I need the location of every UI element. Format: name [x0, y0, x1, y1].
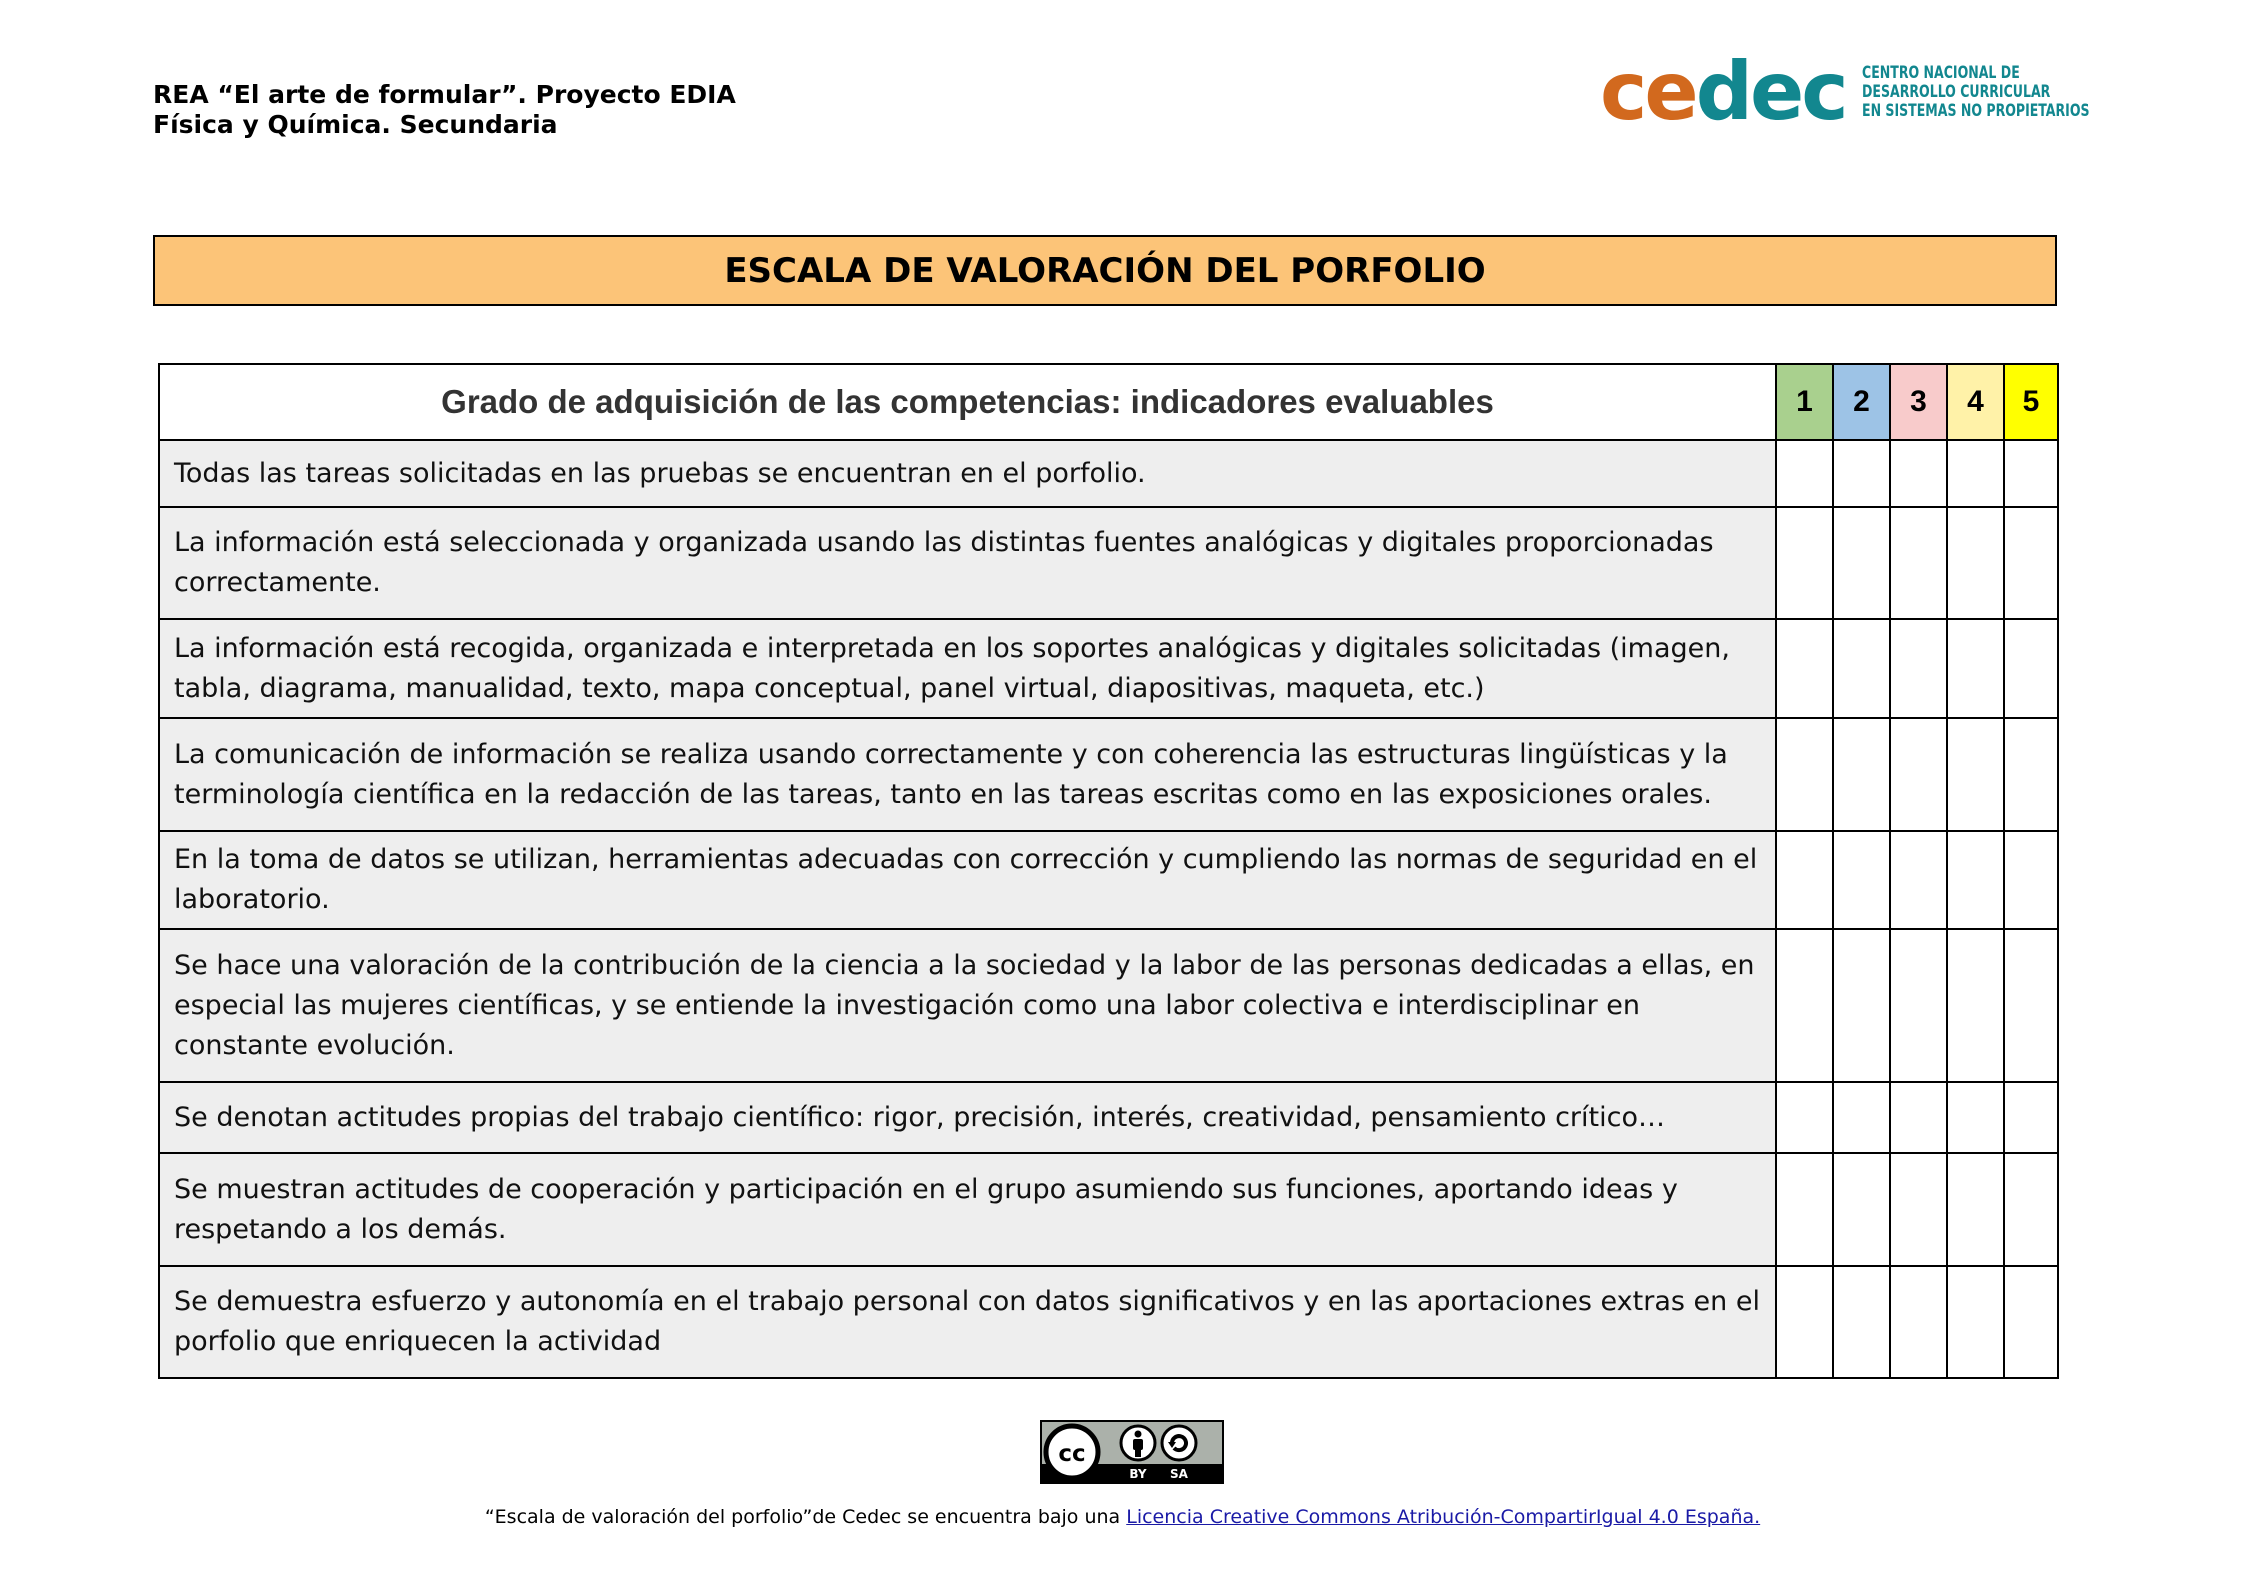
criterion-text: La información está seleccionada y organizada usando las distintas fuentes analógicas y digitales proporcionadas correctamente. [159, 507, 1776, 619]
criterion-text: Se demuestra esfuerzo y autonomía en el trabajo personal con datos significativos y en las aportaciones extras en el porfolio que enriquecen la actividad [159, 1266, 1776, 1378]
logo-sub-line-2: DESARROLLO CURRICULAR [1861, 81, 2050, 102]
score-cell-1[interactable] [1776, 718, 1833, 831]
score-cell-5[interactable] [2004, 1082, 2058, 1153]
criterion-row [159, 831, 2058, 929]
criterion-row [159, 1266, 2058, 1378]
score-cell-4[interactable] [1947, 619, 2004, 718]
criterion-text: Se muestran actitudes de cooperación y participación en el grupo asumiendo sus funciones, aportando ideas y respetando a los demás. [159, 1153, 1776, 1266]
page-title: ESCALA DE VALORACIÓN DEL PORFOLIO [724, 250, 1486, 291]
score-cell-4[interactable] [1947, 507, 2004, 619]
criterion-row [159, 1153, 2058, 1266]
score-cell-4[interactable] [1947, 1082, 2004, 1153]
score-cell-2[interactable] [1833, 1266, 1890, 1378]
criterion-text: Se denotan actitudes propias del trabajo científico: rigor, precisión, interés, creatividad, pensamiento crítico… [159, 1082, 1776, 1153]
license-text: “Escala de valoración del porfolio”de Cedec se encuentra bajo una [484, 1506, 1127, 1528]
cc-badge-text: cc [1058, 1441, 1086, 1467]
rubric-heading: Grado de adquisición de las competencias: indicadores evaluables [159, 364, 1776, 440]
license-link[interactable]: Licencia Creative Commons Atribución-CompartirIgual 4.0 España. [1126, 1506, 1761, 1528]
cc-by-sa-badge [1040, 1420, 1224, 1484]
score-cell-2[interactable] [1833, 440, 1890, 507]
document-header [153, 80, 736, 140]
score-cell-5[interactable] [2004, 619, 2058, 718]
criterion-row [159, 718, 2058, 831]
criterion-row [159, 440, 2058, 507]
criterion-text: Todas las tareas solicitadas en las pruebas se encuentran en el porfolio. [159, 440, 1776, 507]
score-cell-1[interactable] [1776, 831, 1833, 929]
cedec-logo-word [1600, 45, 1846, 138]
score-cell-1[interactable] [1776, 1082, 1833, 1153]
score-cell-5[interactable] [2004, 718, 2058, 831]
score-cell-2[interactable] [1833, 507, 1890, 619]
logo-word-part-dec: dec [1695, 45, 1846, 138]
score-cell-3[interactable] [1890, 619, 1947, 718]
score-cell-1[interactable] [1776, 1266, 1833, 1378]
sa-icon [1162, 1426, 1196, 1460]
criterion-row [159, 619, 2058, 718]
score-cell-1[interactable] [1776, 507, 1833, 619]
criterion-text: En la toma de datos se utilizan, herramientas adecuadas con corrección y cumpliendo las normas de seguridad en el laboratorio. [159, 831, 1776, 929]
score-cell-3[interactable] [1890, 1266, 1947, 1378]
score-cell-2[interactable] [1833, 718, 1890, 831]
cedec-logo-subtitle [1862, 64, 2090, 121]
score-cell-5[interactable] [2004, 1153, 2058, 1266]
criterion-text: Se hace una valoración de la contribución de la ciencia a la sociedad y la labor de las personas dedicadas a ellas, en especial las mujeres científicas, y se entiende la investigación como una labor colectiva e interdisciplinar en constante evolución. [159, 929, 1776, 1082]
score-cell-3[interactable] [1890, 1082, 1947, 1153]
score-cell-1[interactable] [1776, 929, 1833, 1082]
page-title-banner [153, 235, 2057, 306]
score-cell-4[interactable] [1947, 1266, 2004, 1378]
score-cell-4[interactable] [1947, 440, 2004, 507]
logo-word-part-ce: ce [1600, 45, 1696, 138]
header-subject-line: Física y Química. Secundaria [153, 110, 558, 139]
header-project-line: REA “El arte de formular”. Proyecto EDIA [153, 80, 736, 109]
score-cell-3[interactable] [1890, 1153, 1947, 1266]
score-cell-2[interactable] [1833, 1153, 1890, 1266]
scale-header-3: 3 [1890, 364, 1947, 440]
score-cell-3[interactable] [1890, 507, 1947, 619]
scale-header-2: 2 [1833, 364, 1890, 440]
rubric-table [158, 363, 2059, 1379]
score-cell-3[interactable] [1890, 831, 1947, 929]
by-label: BY [1129, 1467, 1147, 1481]
score-cell-4[interactable] [1947, 929, 2004, 1082]
score-cell-1[interactable] [1776, 619, 1833, 718]
score-cell-4[interactable] [1947, 831, 2004, 929]
score-cell-3[interactable] [1890, 718, 1947, 831]
score-cell-4[interactable] [1947, 718, 2004, 831]
score-cell-2[interactable] [1833, 1082, 1890, 1153]
logo-sub-line-1: CENTRO NACIONAL DE [1861, 62, 2020, 83]
criterion-text: La información está recogida, organizada e interpretada en los soportes analógicas y digitales solicitadas (imagen, tabla, diagrama, manualidad, texto, mapa conceptual, panel virtual, diapositivas, maqueta, etc.) [159, 619, 1776, 718]
criterion-row [159, 929, 2058, 1082]
score-cell-2[interactable] [1833, 619, 1890, 718]
score-cell-5[interactable] [2004, 831, 2058, 929]
scale-header-4: 4 [1947, 364, 2004, 440]
sa-label: SA [1170, 1467, 1188, 1481]
score-cell-5[interactable] [2004, 1266, 2058, 1378]
score-cell-5[interactable] [2004, 440, 2058, 507]
score-cell-2[interactable] [1833, 831, 1890, 929]
scale-header-5: 5 [2004, 364, 2058, 440]
score-cell-3[interactable] [1890, 929, 1947, 1082]
score-cell-4[interactable] [1947, 1153, 2004, 1266]
score-cell-1[interactable] [1776, 1153, 1833, 1266]
cedec-logo [1600, 45, 2139, 138]
criterion-text: La comunicación de información se realiza usando correctamente y con coherencia las estructuras lingüísticas y la terminología científica en la redacción de las tareas, tanto en las tareas escritas como en las exposiciones orales. [159, 718, 1776, 831]
logo-sub-line-3: EN SISTEMAS NO PROPIETARIOS [1861, 100, 2090, 121]
score-cell-2[interactable] [1833, 929, 1890, 1082]
license-footer [0, 1506, 2245, 1528]
criterion-row [159, 507, 2058, 619]
rubric-header-row [159, 364, 2058, 440]
scale-header-1: 1 [1776, 364, 1833, 440]
score-cell-3[interactable] [1890, 440, 1947, 507]
criterion-row [159, 1082, 2058, 1153]
score-cell-5[interactable] [2004, 929, 2058, 1082]
score-cell-5[interactable] [2004, 507, 2058, 619]
score-cell-1[interactable] [1776, 440, 1833, 507]
